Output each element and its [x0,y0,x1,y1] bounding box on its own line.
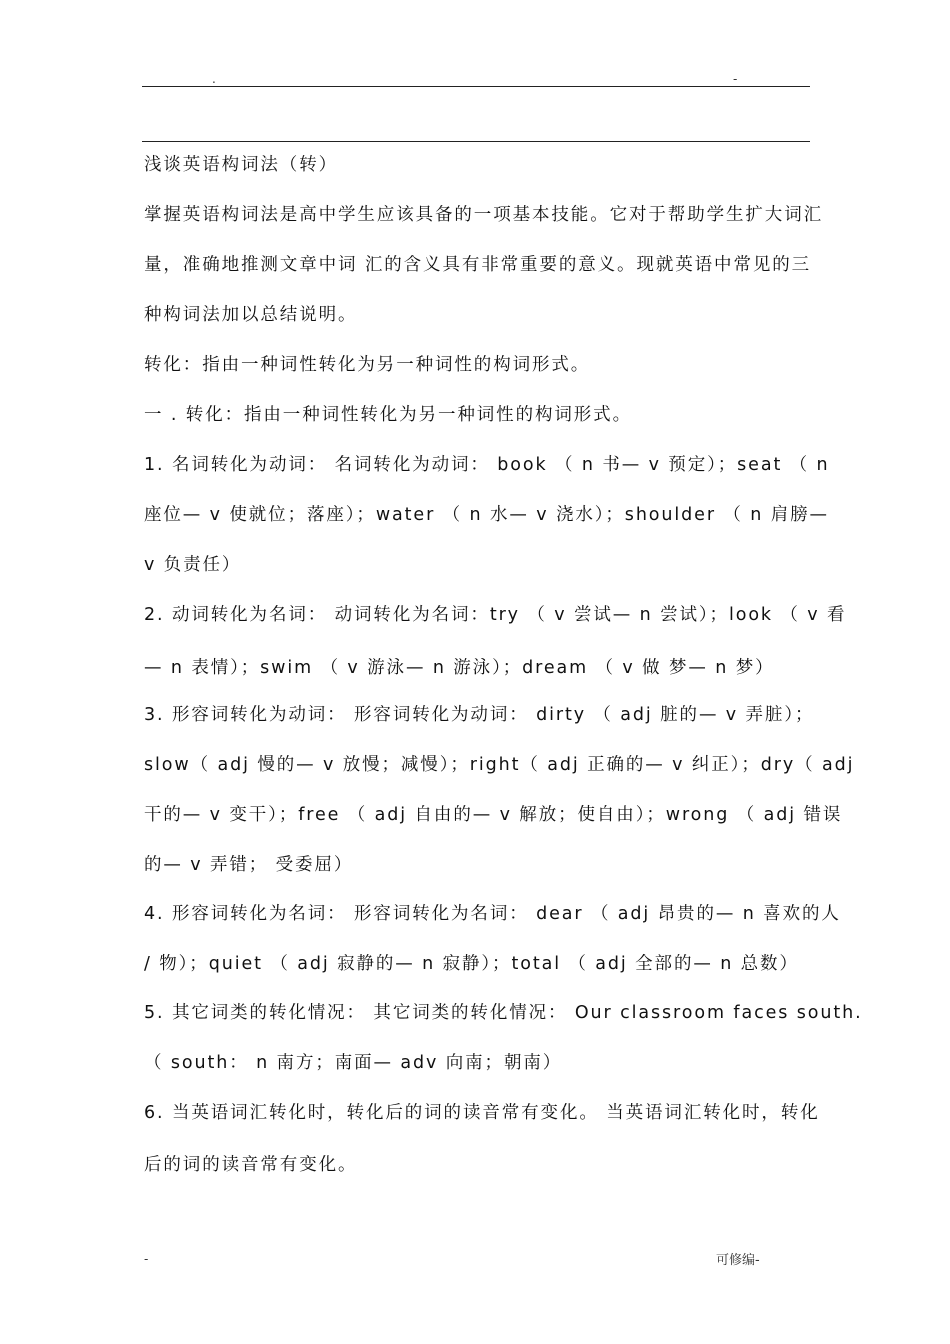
list-item-line: 5. 其它词类的转化情况： 其它词类的转化情况： Our classroom faces south. [144,1003,863,1023]
list-item [144,590,847,693]
list-item-line: v 负责任） [144,555,242,575]
conversion-definition [144,340,810,390]
list-item-line: 干的— v 变干）；free （ adj 自由的— v 解放；使自由）；wrong （ adj 错误 [144,805,843,825]
section-heading [144,390,810,440]
list-item-line: （ south： n 南方；南面— adv 向南；朝南） [144,1053,563,1073]
footer-left-mark: - [144,1252,149,1266]
list-item-line: 1. 名词转化为动词： 名词转化为动词： book （ n 书— v 预定）；seat （ n [144,455,830,475]
header-rule [142,86,810,87]
list-item-line: 4. 形容词转化为名词： 形容词转化为名词： dear （ adj 昂贵的— n 喜欢的人 [144,904,841,924]
section-heading-text: 一 . 转化：指由一种词性转化为另一种词性的构词形式。 [144,405,632,425]
list-item-line: 6. 当英语词汇转化时，转化后的词的读音常有变化。 当英语词汇转化时，转化 [144,1103,820,1123]
list-item-line: 后的词的读音常有变化。 [144,1155,358,1175]
conversion-definition-text: 转化：指由一种词性转化为另一种词性的构词形式。 [144,355,591,375]
list-item [144,988,863,1088]
list-item [144,440,830,590]
intro-line: 量，准确地推测文章中词 汇的含义具有非常重要的意义。现就英语中常见的三 [144,255,812,275]
header-right-mark: - [733,72,738,86]
list-item-line: 座位— v 使就位；落座）；water （ n 水— v 浇水）；shoulder （ n 肩膀— [144,505,829,525]
list-item-line: / 物）；quiet （ adj 寂静的— n 寂静）；total （ adj 全部的— n 总数） [144,954,799,974]
document-title [144,140,810,190]
footer-editable-note: 可修编- [716,1253,760,1268]
list-item [144,690,855,890]
intro-paragraph [144,190,823,340]
list-item-line: slow（ adj 慢的— v 放慢；减慢）；right（ adj 正确的— v 纠正）；dry（ adj [144,755,855,775]
list-item-line: 2. 动词转化为名词： 动词转化为名词：try （ v 尝试— n 尝试）；look （ v 看 [144,605,847,625]
title-text: 浅谈英语构词法（转） [144,155,338,175]
intro-line: 掌握英语构词法是高中学生应该具备的一项基本技能。它对于帮助学生扩大词汇 [144,205,823,225]
list-item-line: 的— v 弄错； 受委屈） [144,855,354,875]
list-item [144,889,841,989]
header-left-mark: . [212,72,216,86]
list-item-line: — n 表情）；swim （ v 游泳— n 游泳）；dream （ v 做 梦— n 梦） [144,658,775,678]
list-item-line: 3. 形容词转化为动词： 形容词转化为动词： dirty （ adj 脏的— v 弄脏）； [144,705,815,725]
list-item [144,1088,820,1190]
intro-line: 种构词法加以总结说明。 [144,305,358,325]
